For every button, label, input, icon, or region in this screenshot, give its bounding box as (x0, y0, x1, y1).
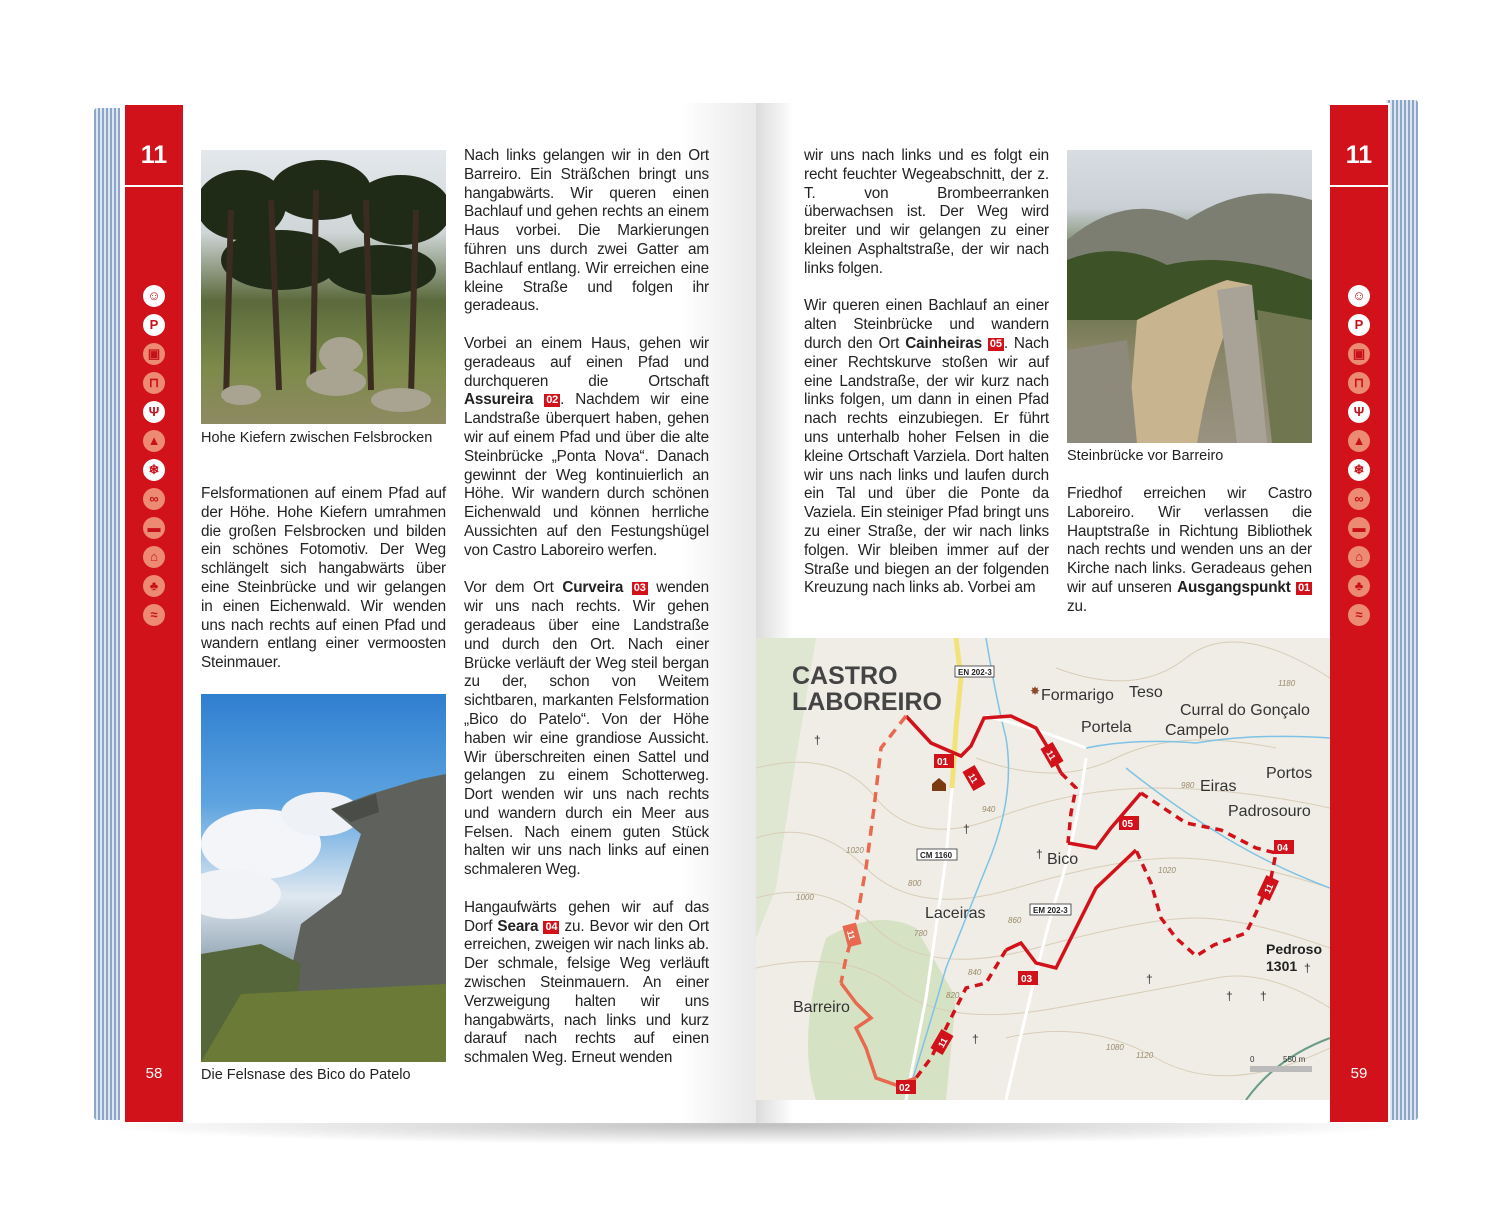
svg-text:†: † (1304, 961, 1311, 975)
viewpoint-icon: ✸ (1030, 684, 1041, 698)
peak-height: 1301 (1266, 958, 1298, 974)
svg-text:†: † (972, 1032, 979, 1046)
page-number: 58 (145, 1065, 163, 1082)
route-marker: 11 (966, 771, 980, 785)
paragraph (804, 147, 1049, 279)
snowflake-icon: ❄ (1348, 459, 1370, 481)
photo-stone-bridge (1067, 150, 1312, 443)
elevation-label: 860 (1008, 916, 1022, 925)
place-name: Curveira (562, 579, 624, 597)
left-tour-strip (125, 105, 183, 1122)
text-span: wir uns nach links und es folgt ein recht feuchter Wegeabschnitt, der z. T. von Brombeerranken überwachsen ist. Der Weg wird breiter und wir gelangen zu einer kleinen Asphaltstraße, der wir nach links folgen. (804, 147, 1049, 277)
place-label: Campelo (1165, 722, 1230, 739)
road-label: EM 202-3 (1033, 906, 1068, 915)
elevation-label: 1000 (796, 893, 814, 902)
elevation-label: 800 (908, 879, 922, 888)
restaurant-icon: Ψ (1348, 401, 1370, 423)
elevation-label: 940 (982, 805, 996, 814)
waypoint-03: 03 (1021, 974, 1033, 985)
paragraph (464, 899, 709, 1068)
elevation-label: 1180 (1278, 679, 1296, 688)
feature-icons (1346, 285, 1372, 633)
elevation-label: 1080 (1106, 1043, 1124, 1052)
summit-icon: ▲ (143, 430, 165, 452)
hut-icon (932, 778, 946, 791)
parking-icon: P (143, 314, 165, 336)
tour-number: 11 (1345, 141, 1373, 169)
text-span: Wir queren einen Bachlauf an einer alten Steinbrücke und wandern durch den Ort (804, 297, 1049, 352)
scale-end: 550 m (1283, 1055, 1306, 1064)
parking-icon: P (1348, 314, 1370, 336)
text-column (201, 485, 446, 692)
tour-number: 11 (140, 141, 168, 169)
waypoint-badge: 04 (545, 920, 558, 933)
text-column (804, 147, 1049, 617)
scale-start: 0 (1250, 1055, 1255, 1064)
svg-text:†: † (963, 822, 970, 836)
place-label: Bico (1047, 851, 1079, 868)
place-label: Teso (1129, 684, 1163, 701)
place-name: Assureira (464, 391, 534, 409)
svg-text:†: † (1036, 847, 1043, 861)
bed-icon: ▬ (143, 517, 165, 539)
bicycle-icon: ∞ (1348, 488, 1370, 510)
text-span: . Nachdem wir eine Landstraße überquert haben, gehen wir auf einem Pfad und über die alte Steinbrücke „Ponta Nova“. Danach gewinnt der Weg kontinuierlich an Höhe. Wir wandern durch schönen Eichenwald und können herrliche Aussichten auf den Festungshügel von Castro Laboreiro werfen. (464, 391, 709, 559)
paragraph (464, 147, 709, 316)
place-label: Curral do Gonçalo (1180, 702, 1310, 719)
place-label: Barreiro (793, 999, 850, 1016)
text-span (533, 391, 544, 408)
tree-icon: ♣ (1348, 575, 1370, 597)
waypoint-badge: 01 (1298, 581, 1310, 594)
waypoint-04: 04 (1277, 843, 1289, 854)
road-label: EN 202-3 (958, 668, 992, 677)
page-edges-right (1386, 100, 1418, 1120)
waypoint-badge: 03 (633, 582, 646, 595)
place-label: Portela (1081, 719, 1132, 736)
elevation-label: 1120 (1136, 1051, 1154, 1060)
elevation-label: 1020 (1158, 866, 1176, 875)
photo-bico-do-patelo (201, 694, 446, 1062)
photo-caption: Steinbrücke vor Barreiro (1067, 448, 1224, 464)
place-name: Seara (497, 917, 539, 935)
text-span: Felsformationen auf einem Pfad auf der Höhe. Hohe Kiefern umrahmen die großen Felsbrocken und bilden ein schönes Fotomotiv. Der Weg schlängelt sich hangabwärts über eine Steinbrücke und wir gelangen in einen Eichenwald. Wir wenden uns nach rechts auf einen Pfad und wandern entlang einer vermoosten Steinmauer. (201, 485, 446, 672)
museum-icon: ⌂ (1348, 546, 1370, 568)
place-label: Portos (1266, 765, 1313, 782)
route-map (756, 638, 1330, 1100)
elevation-label: 820 (946, 991, 960, 1000)
place-label: Laceiras (925, 905, 986, 922)
swimming-icon: ≈ (143, 604, 165, 626)
museum-icon: ⌂ (143, 546, 165, 568)
elevation-label: 980 (1181, 781, 1195, 790)
feature-icons (141, 285, 167, 633)
road-label: CM 1160 (920, 851, 953, 860)
text-span: Friedhof erreichen wir Castro Laboreiro. Wir verlassen die Hauptstraße in Richtung Bibliothek nach rechts und wenden uns an der Kirche nach links. Geradeaus gehen wir auf unseren (1067, 485, 1312, 596)
snowflake-icon: ❄ (143, 459, 165, 481)
place-label: Formarigo (1041, 687, 1114, 704)
paragraph (201, 485, 446, 673)
paragraph (1067, 485, 1312, 617)
bear-icon: ☺ (143, 285, 165, 307)
text-span: Nach links gelangen wir in den Ort Barreiro. Ein Sträßchen bringt uns hangabwärts. Wir queren einen Bachlauf und gehen rechts an einem Haus vorbei. Die Markierungen führen uns durch zwei Gatter am Bachlauf entlang. Wir erreichen eine kleine Straße und folgen ihr geradeaus. (464, 147, 709, 315)
waypoint-badge: 02 (546, 394, 559, 407)
page-number: 59 (1350, 1065, 1368, 1082)
text-column (464, 147, 709, 1087)
text-span: . Nach einer Rechtskurve stoßen wir auf eine Landstraße, der wir kurz nach links folgen, um dann in einen Pfad nach rechts einzubiegen. Er führt uns unterhalb hoher Felsen in die kleine Ortschaft Varziela. Dort halten wir uns nach links und laufen durch ein Tal und über die Ponte da Vaziela. Ein steiniger Pfad bringt uns zu einer Straße, der wir nach links folgen. Wir bleiben immer auf der Straße und biegen an der folgenden Kreuzung nach links ab. Vorbei am (804, 334, 1050, 597)
swimming-icon: ≈ (1348, 604, 1370, 626)
bear-icon: ☺ (1348, 285, 1370, 307)
svg-text:†: † (1260, 989, 1267, 1003)
paragraph (464, 335, 709, 561)
right-tour-strip (1330, 105, 1388, 1122)
cable-car-icon: ⊓ (143, 372, 165, 394)
place-name: Ausgangspunkt (1177, 578, 1291, 596)
map-title: CASTRO (792, 662, 898, 690)
text-span: wenden wir uns nach rechts. Wir gehen geradeaus über eine Landstraße und durch den Ort. Nach einer Brücke verläuft der Weg steil bergan zu der, schon von Weitem sichtbaren, markanten Felsformation „Bico do Patelo“. Von der Höhe haben wir eine grandiose Aussicht. Wir überschreiten einen Sattel und gelangen zu einem Schotterweg. Dort wenden wir uns nach rechts und wandern durch ein Meer aus Felsen. Nach einem guten Stück halten wir uns nach links auf einen schmaleren Weg. (464, 579, 709, 879)
elevation-label: 840 (968, 968, 982, 977)
text-span: zu. (1067, 597, 1087, 615)
photo-caption: Die Felsnase des Bico do Patelo (201, 1067, 411, 1083)
divider (1330, 185, 1388, 187)
text-span: Vorbei an einem Haus, gehen wir geradeaus auf einen Pfad und durchqueren die Ortschaft (464, 334, 709, 390)
map-title: LABOREIRO (792, 688, 942, 716)
route-marker: 11 (844, 929, 858, 941)
photo-pine-trees (201, 150, 446, 424)
divider (125, 185, 183, 187)
place-label: Eiras (1200, 778, 1237, 795)
bridge-illustration (1067, 150, 1312, 443)
place-name: Cainheiras (905, 334, 982, 352)
route-marker: 11 (936, 1036, 950, 1050)
map-svg (756, 638, 1330, 1100)
svg-text:†: † (1226, 989, 1233, 1003)
peak-label: Pedroso (1266, 941, 1323, 957)
bed-icon: ▬ (1348, 517, 1370, 539)
text-column (1067, 485, 1312, 635)
waypoint-badge: 05 (989, 337, 1002, 350)
waypoint-01: 01 (937, 757, 949, 768)
rock-illustration (201, 694, 446, 1062)
paragraph (804, 297, 1049, 598)
bicycle-icon: ∞ (143, 488, 165, 510)
summit-icon: ▲ (1348, 430, 1370, 452)
text-span (623, 579, 632, 596)
text-span: zu. Bevor wir den Ort erreichen, zweigen wir nach links ab. Der schmale, felsige Weg verläuft zwischen Steinmauern. An einer Verzweigung halten wir uns hangabwärts, nach links und kurz darauf nach rechts auf einen schmalen Weg. Erneut wenden (464, 917, 709, 1067)
route-marker: 11 (1262, 882, 1276, 896)
svg-text:†: † (814, 733, 821, 747)
pine-trees-illustration (201, 150, 446, 424)
waypoint-02: 02 (899, 1083, 911, 1094)
svg-text:†: † (1146, 972, 1153, 986)
paragraph (464, 579, 709, 880)
photo-caption: Hohe Kiefern zwischen Felsbrocken (201, 430, 433, 446)
elevation-label: 780 (914, 929, 928, 938)
route-line (906, 716, 1276, 1078)
place-label: Padrosouro (1228, 803, 1311, 820)
restaurant-icon: Ψ (143, 401, 165, 423)
tree-icon: ♣ (143, 575, 165, 597)
cable-car-icon: ⊓ (1348, 372, 1370, 394)
elevation-label: 1020 (846, 846, 864, 855)
bus-icon: ▣ (1348, 343, 1370, 365)
text-span: Hangaufwärts gehen wir auf das Dorf (464, 898, 709, 935)
route-marker: 11 (1044, 748, 1058, 762)
text-span: Vor dem Ort (464, 579, 563, 597)
waypoint-05: 05 (1122, 819, 1134, 830)
bus-icon: ▣ (143, 343, 165, 365)
